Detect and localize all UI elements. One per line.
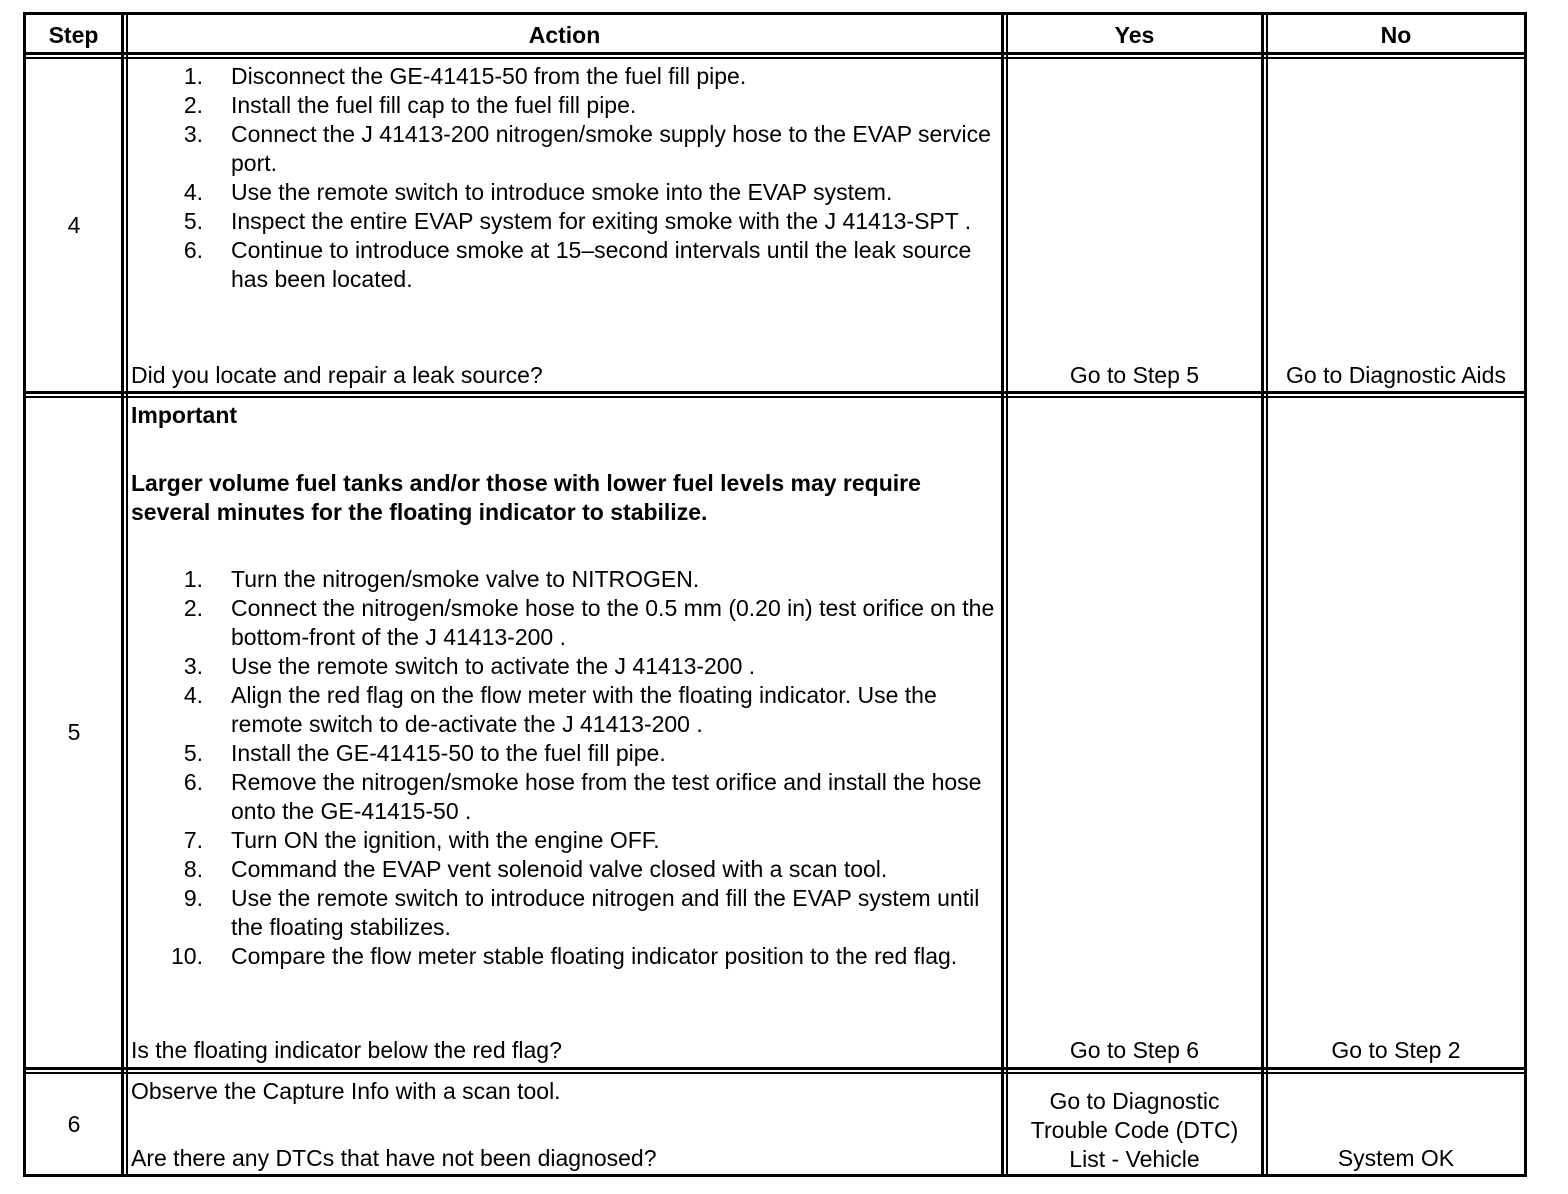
col-step-rule-2	[126, 12, 128, 1177]
step-number-4: 4	[67, 212, 81, 238]
step-4-actions	[131, 62, 991, 294]
header-bottom-rule-2	[23, 57, 1527, 59]
step-6-yes	[1008, 1087, 1261, 1174]
step-number-6: 6	[67, 1111, 81, 1137]
step-5-actions	[131, 565, 999, 971]
step-5-no: Go to Step 2	[1331, 1037, 1461, 1063]
step-5-yes: Go to Step 6	[1069, 1037, 1200, 1063]
table-border-right	[1524, 12, 1527, 1177]
table-border-bottom	[23, 1174, 1527, 1177]
header-bottom-rule	[23, 52, 1527, 55]
col-yes-rule	[1261, 12, 1264, 1177]
header-step: Step	[48, 22, 99, 48]
step-6-yes-line-2: Trouble Code (DTC)	[1030, 1117, 1239, 1143]
step-4-yes: Go to Step 5	[1069, 362, 1200, 388]
step-6-no: System OK	[1337, 1145, 1455, 1171]
step-5-list	[131, 565, 999, 971]
list-item: 1. Turn the nitrogen/smoke valve to NITROGEN.	[183, 566, 700, 592]
step-6-yes-line-1: Go to Diagnostic	[1049, 1088, 1220, 1114]
col-step-rule	[121, 12, 124, 1177]
list-item: 1. Disconnect the GE-41415-50 from the fuel fill pipe.	[183, 63, 747, 89]
row4-bottom-rule	[23, 391, 1527, 394]
list-item: 4. Align the red flag on the flow meter with the floating indicator. Use the remote switch to de-activate the J 41413-200 .	[183, 682, 937, 737]
step-6-yes-line-3: List - Vehicle	[1069, 1146, 1200, 1172]
header-yes: Yes	[1114, 22, 1155, 48]
col-action-rule	[1001, 12, 1004, 1177]
important-title: Important	[131, 402, 238, 428]
table-border-left	[23, 12, 26, 1177]
important-text: Larger volume fuel tanks and/or those with lower fuel levels may require several minutes for the floating indicator to stabilize.	[131, 470, 921, 525]
col-action-rule-2	[1006, 12, 1008, 1177]
list-item: 5. Install the GE-41415-50 to the fuel fill pipe.	[183, 740, 666, 766]
list-item: 2. Connect the nitrogen/smoke hose to the 0.5 mm (0.20 in) test orifice on the bottom-front of the J 41413-200 .	[183, 595, 995, 650]
list-item: 7. Turn ON the ignition, with the engine OFF.	[183, 827, 660, 853]
step-6-intro: Observe the Capture Info with a scan tool.	[131, 1078, 561, 1104]
table-border-top	[23, 12, 1527, 15]
step-number-5: 5	[67, 719, 81, 745]
row4-bottom-rule-2	[23, 396, 1527, 398]
list-item: 8. Command the EVAP vent solenoid valve closed with a scan tool.	[183, 856, 888, 882]
list-item: 6. Remove the nitrogen/smoke hose from the test orifice and install the hose onto the GE-41415-50 .	[183, 769, 982, 824]
step-6-question: Are there any DTCs that have not been diagnosed?	[131, 1145, 657, 1171]
list-item: 2. Install the fuel fill cap to the fuel fill pipe.	[183, 92, 637, 118]
row5-bottom-rule	[23, 1067, 1527, 1070]
list-item: 3. Use the remote switch to activate the J 41413-200 .	[183, 653, 756, 679]
header-no: No	[1380, 22, 1412, 48]
list-item: 9. Use the remote switch to introduce nitrogen and fill the EVAP system until the floating stabilizes.	[183, 885, 980, 940]
step-4-list	[131, 62, 991, 294]
header-action: Action	[528, 22, 601, 48]
list-item: 10. Compare the flow meter stable floating indicator position to the red flag.	[171, 943, 958, 969]
list-item: 6. Continue to introduce smoke at 15–second intervals until the leak source has been located.	[183, 237, 972, 292]
col-yes-rule-2	[1266, 12, 1268, 1177]
step-5-question: Is the floating indicator below the red flag?	[131, 1037, 562, 1063]
list-item: 5. Inspect the entire EVAP system for exiting smoke with the J 41413-SPT .	[183, 208, 972, 234]
step-4-question: Did you locate and repair a leak source?	[131, 362, 543, 388]
list-item: 3. Connect the J 41413-200 nitrogen/smoke supply hose to the EVAP service port.	[183, 121, 991, 176]
list-item: 4. Use the remote switch to introduce smoke into the EVAP system.	[183, 179, 893, 205]
row5-bottom-rule-2	[23, 1072, 1527, 1074]
step-4-no: Go to Diagnostic Aids	[1286, 362, 1506, 388]
